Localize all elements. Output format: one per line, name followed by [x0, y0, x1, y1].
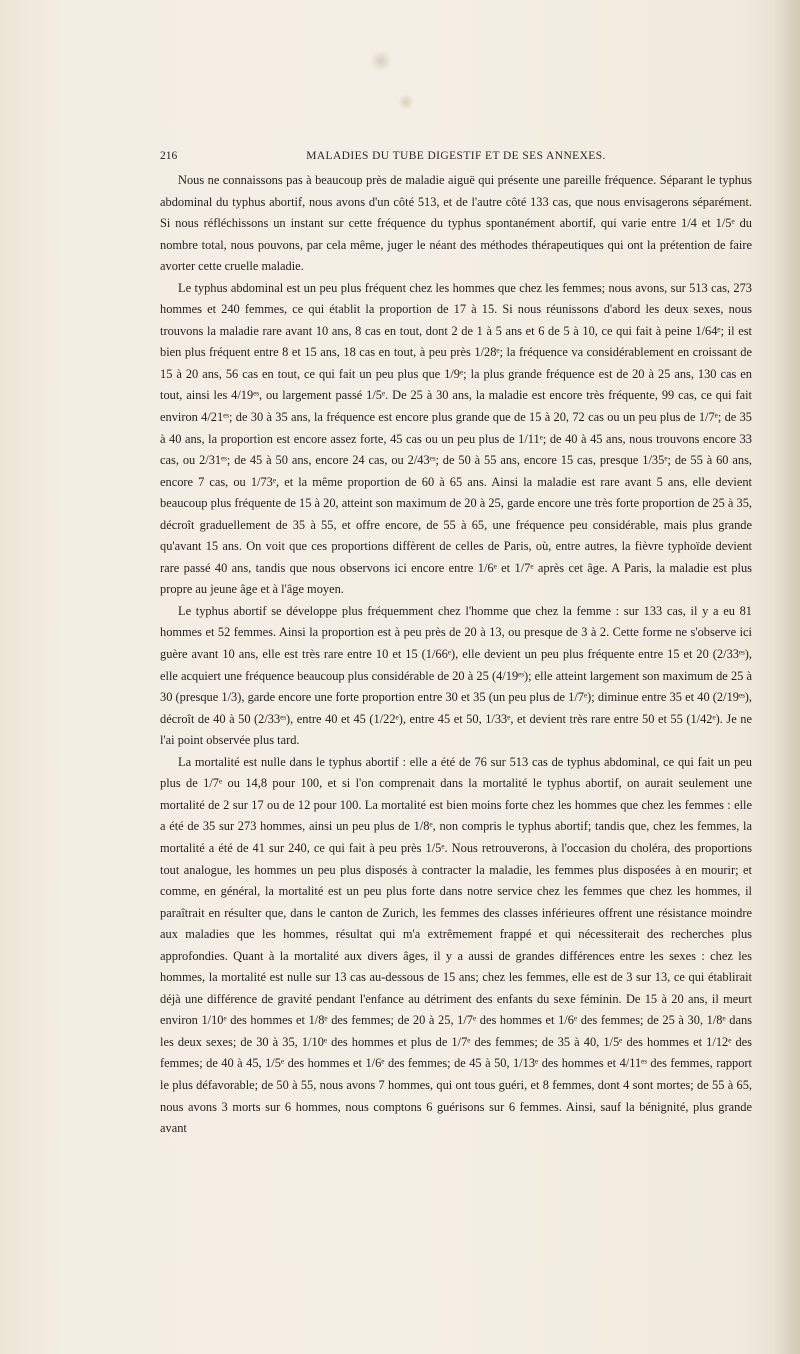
- running-title: MALADIES DU TUBE DIGESTIF ET DE SES ANNEXES.: [306, 150, 606, 162]
- page-number: 216: [160, 150, 178, 162]
- paper-stain: [398, 94, 414, 110]
- paragraph: Le typhus abdominal est un peu plus fréquent chez les hommes que chez les femmes; nous avons, sur 513 cas, 273 hommes et 240 femmes, ce qui établit la proportion de 17 à 15. Si nous réunissons d'abord les deux sexes, nous trouvons la maladie rare avant 10 ans, 8 cas en tout, dont 2 de 1 à 5 ans et 6 de 5 à 10, ce qui fait à peine 1/64ᵉ; il est bien plus fréquent entre 8 et 15 ans, 18 cas en tout, à peu près 1/28ᵉ; la fréquence va considérablement en croissant de 15 à 20 ans, 56 cas en tout, ce qui fait un peu plus que 1/9ᵉ; la plus grande fréquence est de 20 à 25 ans, 130 cas en tout, ainsi les 4/19ᵉˢ, ou largement passé 1/5ᵉ. De 25 à 30 ans, la maladie est encore très fréquente, 99 cas, ce qui fait environ 4/21ᵉˢ; de 30 à 35 ans, la fréquence est encore plus grande que de 15 à 20, 72 cas ou un peu plus de 1/7ᵉ; de 35 à 40 ans, la proportion est encore assez forte, 45 cas ou un peu plus de 1/11ᵉ; de 40 à 45 ans, nous trouvons encore 33 cas, ou 2/31ᵉˢ; de 45 à 50 ans, encore 24 cas, ou 2/43ᵉˢ; de 50 à 55 ans, encore 15 cas, presque 1/35ᵉ; de 55 à 60 ans, encore 7 cas, ou 1/73ᵉ, et la même proportion de 60 à 65 ans. Ainsi la maladie est rare avant 5 ans, elle devient beaucoup plus fréquente de 15 à 20, atteint son maximum de 20 à 25, garde encore une très forte proportion de 25 à 35, décroît graduellement de 35 à 55, et offre encore, de 55 à 65, une fréquence peu considérable, mais plus grande qu'avant 15 ans. On voit que ces proportions diffèrent de celles de Paris, où, entre autres, la fièvre typhoïde devient rare passé 40 ans, tandis que nous observons ici encore entre 1/6ᵉ et 1/7ᵉ après cet âge. A Paris, la maladie est plus propre au jeune âge et à l'âge moyen.: [160, 280, 752, 597]
- paper-stain: [370, 50, 392, 72]
- paragraph: Le typhus abortif se développe plus fréquemment chez l'homme que chez la femme : sur 133 cas, il y a eu 81 hommes et 52 femmes. Ainsi la proportion est à peu près de 20 à 13, ou presque de 3 à 2. Cette forme ne s'observe ici guère avant 10 ans, elle est très rare entre 10 et 15 (1/66ᵉ), elle devient un peu plus fréquente entre 15 et 20 (2/33ᵉˢ), elle acquiert une fréquence beaucoup plus considérable de 20 à 25 (4/19ᵉˢ); elle atteint largement son maximum de 25 à 30 (presque 1/3), garde encore une forte proportion entre 30 et 35 (un peu plus de 1/7ᵉ); diminue entre 35 et 40 (2/19ᵉˢ), décroît de 40 à 50 (2/33ᵉˢ), entre 40 et 45 (1/22ᵉ), entre 45 et 50, 1/33ᵉ, et devient très rare entre 50 et 55 (1/42ᵉ). Je ne l'ai point observée plus tard.: [160, 603, 752, 748]
- body-text: [160, 170, 752, 1140]
- page-header: [160, 150, 752, 168]
- page-edge-shadow: [774, 0, 800, 1354]
- paragraph: La mortalité est nulle dans le typhus abortif : elle a été de 76 sur 513 cas de typhus abdominal, ce qui fait un peu plus de 1/7ᵉ ou 14,8 pour 100, et si l'on comprenait dans la mortalité le typhus abortif, on aurait seulement une mortalité de 2 sur 17 ou de 12 pour 100. La mortalité est bien moins forte chez les hommes que chez les femmes : elle a été de 35 sur 273 hommes, ainsi un peu plus de 1/8ᵉ, non compris le typhus abortif; tandis que, chez les femmes, la mortalité a été de 41 sur 240, ce qui fait à peu près 1/5ᵉ. Nous retrouverons, à l'occasion du choléra, des proportions tout analogue, les hommes un peu plus disposés à contracter la maladie, les femmes plus disposées à en mourir; et comme, en général, la mortalité est un peu plus forte dans notre service chez les femmes que chez les hommes, il paraîtrait en résulter que, dans le canton de Zurich, les femmes des classes inférieures offrent une résistance moindre aux maladies que les hommes, résultat qui m'a extrêmement frappé et qui nécessiterait des recherches plus approfondies. Quant à la mortalité aux divers âges, il y a aussi de grandes différences entre les sexes : chez les hommes, la mortalité est nulle sur 13 cas au-dessous de 15 ans; chez les femmes, elle est de 3 sur 13, ce qui établirait déjà une différence de gravité pendant l'enfance au détriment des enfants du sexe féminin. De 15 à 20 ans, il meurt environ 1/10ᵉ des hommes et 1/8ᵉ des femmes; de 20 à 25, 1/7ᵉ des hommes et 1/6ᵉ des femmes; de 25 à 30, 1/8ᵉ dans les deux sexes; de 30 à 35, 1/10ᵉ des hommes et plus de 1/7ᵉ des femmes; de 35 à 40, 1/5ᵉ des hommes et 1/12ᵉ des femmes; de 40 à 45, 1/5ᵉ des hommes et 1/6ᵉ des femmes; de 45 à 50, 1/13ᵉ des hommes et 4/11ᵉˢ des femmes, rapport le plus défavorable; de 50 à 55, nous avons 7 hommes, qui ont tous guéri, et 8 femmes, dont 4 sont mortes; de 55 à 65, nous avons 3 morts sur 6 hommes, nous comptons 6 guérisons sur 6 femmes. Ainsi, sauf la bénignité, plus grande avant: [160, 754, 752, 1136]
- paragraph: Nous ne connaissons pas à beaucoup près de maladie aiguë qui présente une pareille fréquence. Séparant le typhus abdominal du typhus abortif, nous avons d'un côté 513, et de l'autre côté 133 cas, que nous envisagerons séparément. Si nous réfléchissons un instant sur cette fréquence du typhus spontanément abortif, qui varie entre 1/4 et 1/5ᵉ du nombre total, nous pouvons, par cela même, juger le néant des méthodes thérapeutiques qui ont la prétention de faire avorter cette cruelle maladie.: [160, 173, 752, 274]
